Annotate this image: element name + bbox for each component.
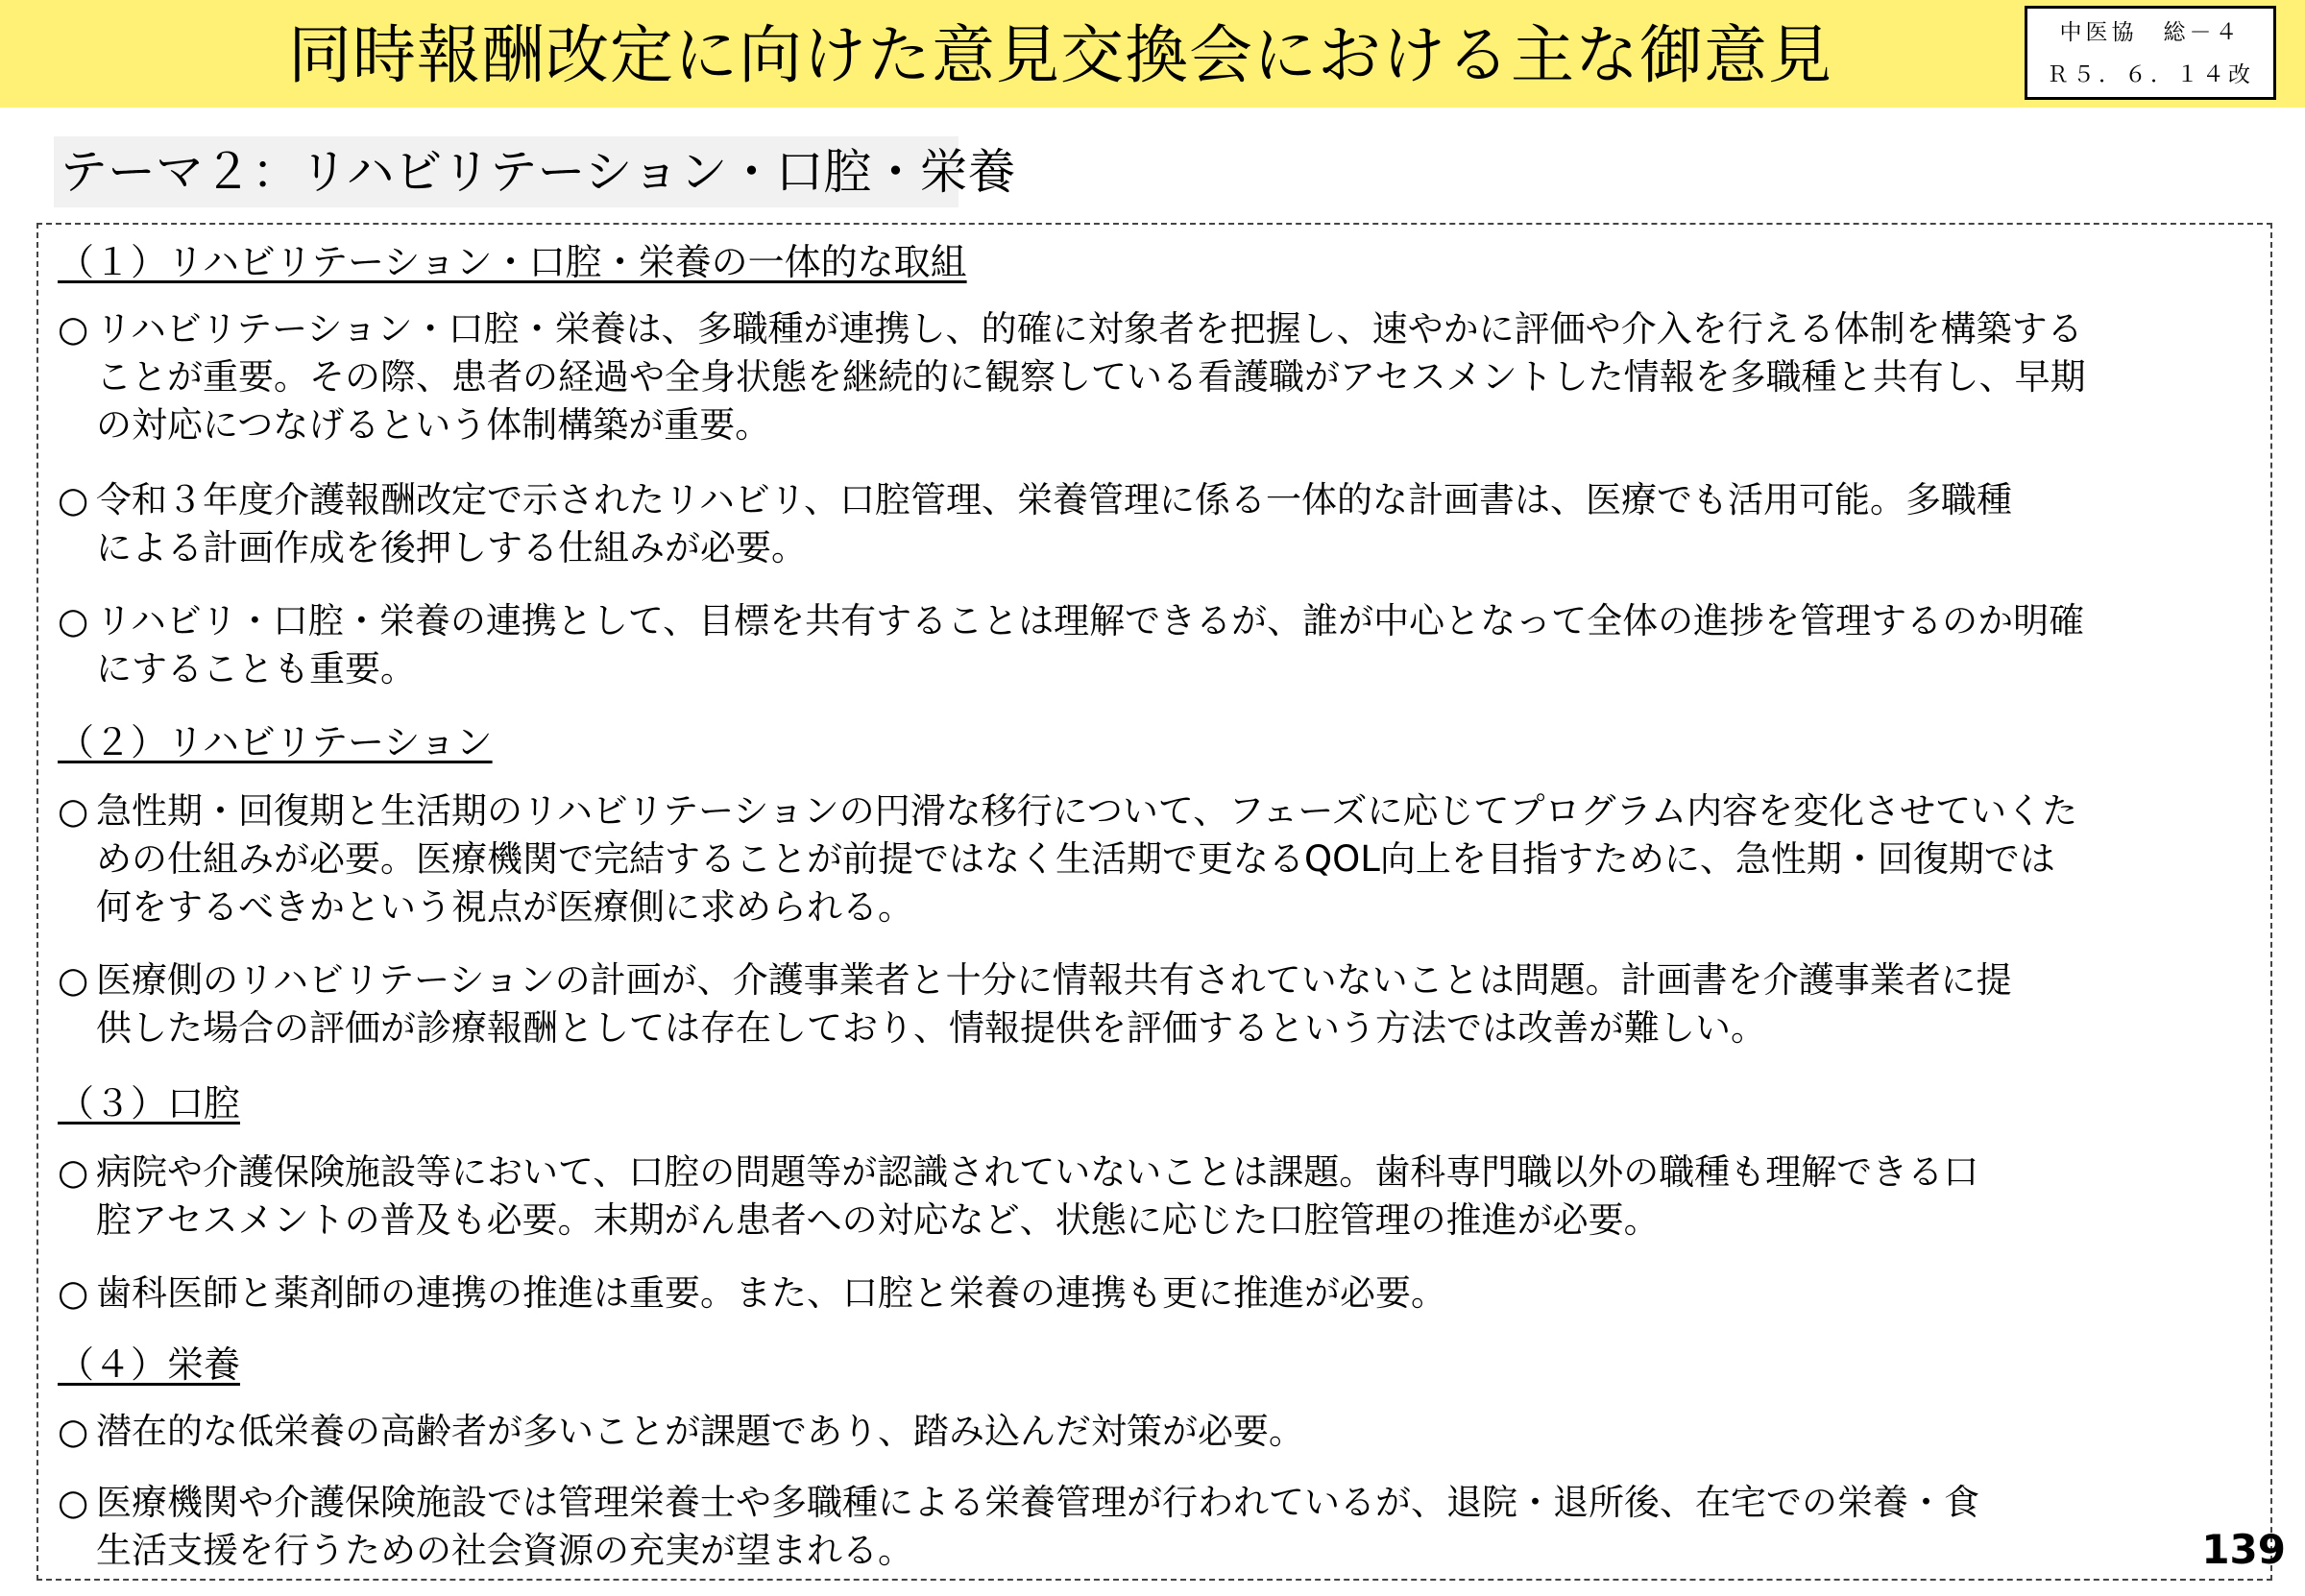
page-title: 同時報酬改定に向けた意見交換会における主な御意見 bbox=[288, 18, 1832, 92]
bullet-line: ことが重要。その際、患者の経過や全身状態を継続的に観察している看護職がアセスメントした情報を多職種と共有し、早期 bbox=[96, 356, 2086, 398]
bullet-line: 令和３年度介護報酬改定で示されたリハビリ、口腔管理、栄養管理に係る一体的な計画書は、医療でも活用可能。多職種 bbox=[96, 479, 2013, 520]
section-heading-2: （２）リハビリテーション bbox=[58, 721, 493, 763]
bullet-line: めの仕組みが必要。医療機関で完結することが前提ではなく生活期で更なるQOL向上を目指すために、急性期・回復期では bbox=[96, 838, 2055, 880]
document-code-line-1: 中医協 総－４ bbox=[2059, 20, 2242, 45]
bullet-line: による計画作成を後押しする仕組みが必要。 bbox=[96, 527, 807, 568]
bullet-line: 潜在的な低栄養の高齢者が多いことが課題であり、踏み込んだ対策が必要。 bbox=[96, 1411, 1304, 1452]
circle-bullet-icon: ○ bbox=[58, 959, 89, 1001]
circle-bullet-icon: ○ bbox=[58, 1482, 89, 1523]
section-heading-1: （１）リハビリテーション・口腔・栄養の一体的な取組 bbox=[58, 241, 967, 283]
circle-bullet-icon: ○ bbox=[58, 1411, 89, 1452]
circle-bullet-icon: ○ bbox=[58, 1151, 89, 1193]
circle-bullet-icon: ○ bbox=[58, 1272, 89, 1314]
bullet-line: 腔アセスメントの普及も必要。末期がん患者への対応など、状態に応じた口腔管理の推進が必要。 bbox=[96, 1199, 1660, 1241]
bullet-line: 供した場合の評価が診療報酬としては存在しており、情報提供を評価するという方法では改善が難しい。 bbox=[96, 1007, 1766, 1049]
bullet-line: 生活支援を行うための社会資源の充実が望まれる。 bbox=[96, 1530, 913, 1571]
bullet-line: 医療機関や介護保険施設では管理栄養士や多職種による栄養管理が行われているが、退院・退所後、在宅での栄養・食 bbox=[96, 1482, 1979, 1523]
bullet-line: 急性期・回復期と生活期のリハビリテーションの円滑な移行について、フェーズに応じてプログラム内容を変化させていくた bbox=[96, 790, 2078, 832]
circle-bullet-icon: ○ bbox=[58, 600, 89, 641]
circle-bullet-icon: ○ bbox=[58, 790, 89, 832]
bullet-line: 医療側のリハビリテーションの計画が、介護事業者と十分に情報共有されていないことは問題。計画書を介護事業者に提 bbox=[96, 959, 2012, 1001]
title-bar bbox=[0, 0, 2305, 108]
bullet-line: 歯科医師と薬剤師の連携の推進は重要。また、口腔と栄養の連携も更に推進が必要。 bbox=[96, 1272, 1446, 1314]
bullet-line: リハビリテーション・口腔・栄養は、多職種が連携し、的確に対象者を把握し、速やかに評価や介入を行える体制を構築する bbox=[96, 308, 2083, 350]
bullet-line: リハビリ・口腔・栄養の連携として、目標を共有することは理解できるが、誰が中心となって全体の進捗を管理するのか明確 bbox=[96, 600, 2085, 641]
document-code-box bbox=[2025, 6, 2276, 100]
document-code-line-2: Ｒ５．６．１４改 bbox=[2047, 62, 2254, 87]
circle-bullet-icon: ○ bbox=[58, 308, 89, 350]
page-number: 139 bbox=[2201, 1526, 2286, 1573]
section-heading-3: （３）口腔 bbox=[58, 1082, 241, 1124]
theme-heading: テーマ２：リハビリテーション・口腔・栄養 bbox=[54, 136, 958, 207]
bullet-line: にすることも重要。 bbox=[96, 648, 416, 689]
bullet-line: 病院や介護保険施設等において、口腔の問題等が認識されていないことは課題。歯科専門職以外の職種も理解できる口 bbox=[96, 1151, 1979, 1193]
bullet-line: の対応につなげるという体制構築が重要。 bbox=[96, 404, 771, 446]
circle-bullet-icon: ○ bbox=[58, 479, 89, 520]
bullet-line: 何をするべきかという視点が医療側に求められる。 bbox=[96, 886, 913, 928]
section-heading-4: （４）栄養 bbox=[58, 1343, 241, 1386]
